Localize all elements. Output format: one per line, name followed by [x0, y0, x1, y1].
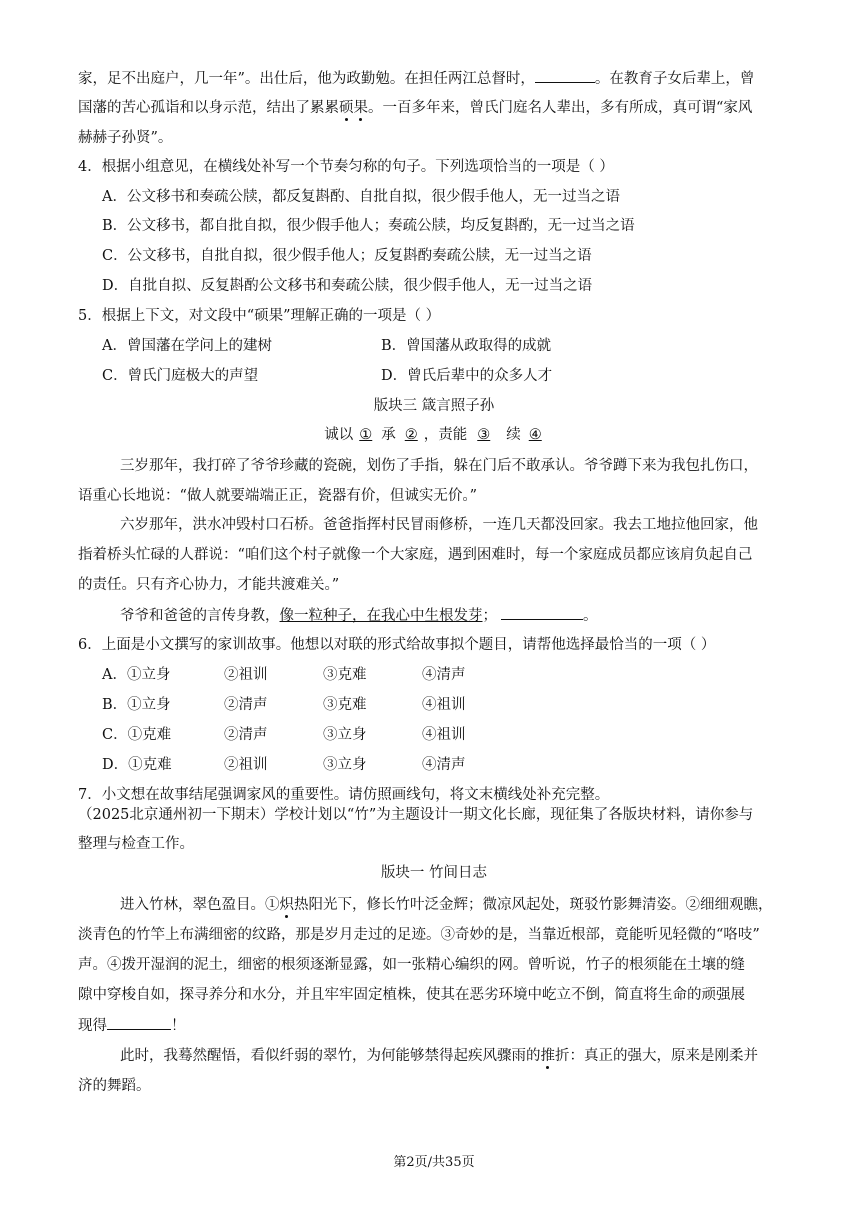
text: 热阳光下，修长竹叶泛金辉；微凉风起处，斑驳竹影舞清姿。②细细观瞧，	[294, 897, 773, 913]
q6-c-1[interactable]: C．①克难	[102, 727, 172, 743]
text: 进入竹林，翠色盈目。①	[120, 897, 280, 913]
intro-line-1: （2025北京通州初一下期末）学校计划以“竹”为主题设计一期文化长廊，现征集了各版块材料，请你参与	[78, 807, 754, 823]
q6-d-1[interactable]: D．①克难	[102, 757, 172, 773]
q6-a-2: ②祖训	[224, 667, 268, 683]
q4-option-c[interactable]: C．公文移书，自批自拟，很少假手他人；反复斟酌奏疏公牍，无一过当之语	[102, 248, 592, 264]
story-p2-line2: 指着桥头忙碌的人群说：“咱们这个村子就像一个大家庭，遇到困难时，每一个家庭成员都应该肩负起自己	[78, 547, 753, 563]
bamboo-p1-line2: 淡青色的竹竿上布满细密的纹路，那是岁月走过的足迹。③奇妙的是，当靠近根部，竟能听见轻微的“咯吱”	[78, 927, 760, 943]
q4-stem: 4．根据小组意见，在横线处补写一个节奏匀称的句子。下列选项恰当的一项是（ ）	[78, 159, 614, 175]
q5-option-a[interactable]: A．曾国藩在学问上的建树	[102, 338, 272, 354]
emphasis-char: 炽	[279, 897, 294, 913]
q6-stem: 6．上面是小文撰写的家训故事。他想以对联的形式给故事拟个题目，请帮他选择最恰当的一项（ ）	[78, 637, 716, 653]
story-p1-line2: 语重心长地说：“做人就要端端正正，瓷器有价，但诚实无价。”	[78, 488, 478, 504]
text: 。在教育子女后辈上，曾	[594, 71, 755, 87]
q6-a-4: ④清声	[422, 667, 466, 683]
emphasis-char: 推	[540, 1048, 555, 1064]
text: 。	[583, 608, 598, 624]
bamboo-p2-line2: 济的舞蹈。	[78, 1078, 151, 1094]
text: 承	[381, 427, 396, 443]
para-line-1	[78, 68, 754, 89]
text: 国藩的苦心孤诣和以身示范，结出了累累	[78, 100, 339, 116]
story-p2-line1: 六岁那年，洪水冲毁村口石桥。爸爸指挥村民冒雨修桥，一连几天都没回家。我去工地拉他回家，他	[120, 517, 758, 533]
q6-a-3: ③克难	[323, 667, 367, 683]
q6-b-4: ④祖训	[422, 697, 466, 713]
q6-a-1[interactable]: A．①立身	[102, 667, 171, 683]
fill-blank	[535, 68, 595, 83]
text: ；	[482, 608, 497, 624]
emphasis-char: 硕	[339, 100, 354, 116]
bamboo-p2-line1	[120, 1046, 758, 1066]
q5-stem: 5．根据上下文，对文段中“硕果”理解正确的一项是（ ）	[78, 308, 441, 324]
blank-3: ③	[477, 427, 491, 443]
text: ！	[171, 1018, 186, 1034]
text: 。一百多年来，曾氏门庭名人辈出，多有所成，真可谓“家风	[368, 100, 753, 116]
text: 折：真正的强大，原来是刚柔并	[555, 1048, 758, 1064]
q5-option-d[interactable]: D．曾氏后辈中的众多人才	[381, 368, 553, 384]
text: 爷爷和爸爸的言传身教，	[120, 608, 280, 624]
blank-2: ②	[404, 427, 418, 443]
section3-title: 版块三 箴言照子孙	[373, 398, 495, 414]
fill-blank	[501, 605, 583, 620]
q6-b-3: ③克难	[323, 697, 367, 713]
q6-d-4: ④清声	[422, 757, 466, 773]
q4-option-b[interactable]: B．公文移书，都自批自拟，很少假手他人；奏疏公牍，均反复斟酌，无一过当之语	[102, 218, 635, 234]
text: 此时，我蓦然醒悟，看似纤弱的翠竹，为何能够禁得起疾风骤雨的	[120, 1048, 541, 1064]
q5-option-b[interactable]: B．曾国藩从政取得的成就	[381, 338, 552, 354]
page-footer: 第2页/共35页	[393, 1155, 475, 1170]
text: 诚以	[324, 427, 354, 443]
bamboo-p1-line5	[78, 1015, 186, 1036]
q4-option-d[interactable]: D．自批自拟、反复斟酌公文移书和奏疏公牍，很少假手他人，无一过当之语	[102, 278, 593, 294]
text: 现得	[78, 1018, 107, 1034]
q6-d-2: ②祖训	[224, 757, 268, 773]
blank-4: ④	[528, 427, 542, 443]
story-p3	[120, 605, 598, 626]
q5-option-c[interactable]: C．曾氏门庭极大的声望	[102, 368, 259, 384]
q4-option-a[interactable]: A．公文移书和奏疏公牍，都反复斟酌、自批自拟，很少假手他人，无一过当之语	[102, 189, 620, 205]
bamboo-p1-line3: 声。④拨开湿润的泥土，细密的根须逐渐显露，如一张精心编织的网。曾听说，竹子的根须能在土壤的缝	[78, 957, 745, 973]
text: 家，足不出庭户，几一年”。出仕后，他为政勤勉。在担任两江总督时，	[78, 71, 535, 87]
story-p1-line1: 三岁那年，我打碎了爷爷珍藏的瓷碗，划伤了手指，躲在门后不敢承认。爷爷蹲下来为我包扎伤口，	[120, 458, 758, 474]
underlined-sentence: 像一粒种子，在我心中生根发芽	[279, 608, 483, 624]
q6-b-1[interactable]: B．①立身	[102, 697, 171, 713]
story-p2-line3: 的责任。只有齐心协力，才能共渡难关。”	[78, 577, 340, 593]
q7-stem: 7．小文想在故事结尾强调家风的重要性。请仿照画线句，将文末横线处补充完整。	[78, 787, 610, 803]
para-line-3: 赫赫子孙贤”。	[78, 130, 173, 146]
text: ，责能	[423, 427, 468, 443]
q6-c-3: ③立身	[323, 727, 367, 743]
couplet-title	[0, 425, 868, 445]
blank-1: ①	[359, 427, 373, 443]
text: 续	[506, 427, 521, 443]
para-line-2	[78, 98, 752, 118]
q6-c-4: ④祖训	[422, 727, 466, 743]
bamboo-p1-line4: 隙中穿梭自如，探寻养分和水分，并且牢牢固定植株，使其在恶劣环境中屹立不倒，简直将生命的顽强展	[78, 987, 745, 1003]
bamboo-p1-line1	[120, 895, 773, 915]
fill-blank	[107, 1015, 171, 1030]
q6-d-3: ③立身	[323, 757, 367, 773]
q6-b-2: ②清声	[224, 697, 268, 713]
q6-c-2: ②清声	[224, 727, 268, 743]
emphasis-char: 果	[353, 100, 368, 116]
intro-line-2: 整理与检查工作。	[78, 836, 194, 852]
section1-title: 版块一 竹间日志	[380, 865, 488, 881]
